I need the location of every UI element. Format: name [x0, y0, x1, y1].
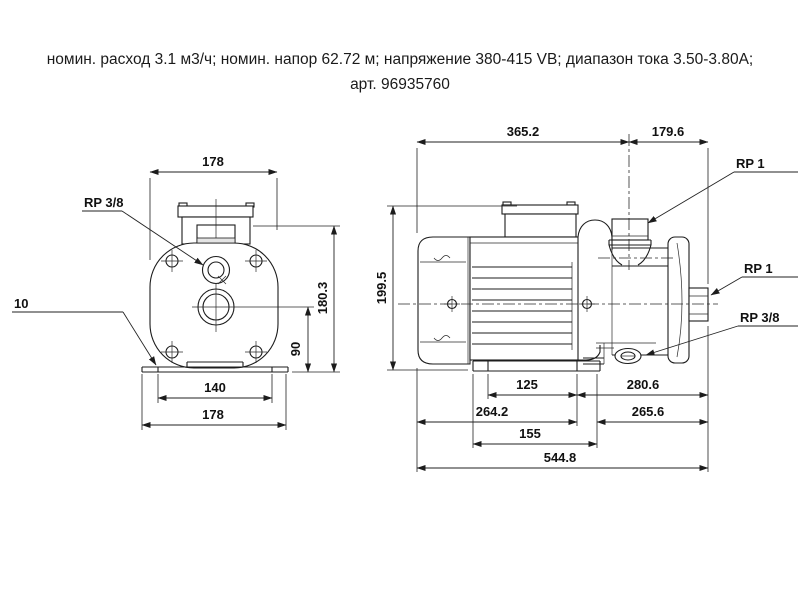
spec-header-line1: номин. расход 3.1 м3/ч; номин. напор 62.72 м; напряжение 380-415 VB; диапазон тока 3.50-3.80А;: [46, 51, 754, 68]
dim-side-front-span: 264.2: [475, 404, 509, 419]
label-front-rp38: RP 3/8: [84, 195, 124, 210]
dim-side-bolt-slot-span: 125: [516, 377, 538, 392]
front-view: [12, 154, 340, 430]
front-dim-port-height: [288, 307, 308, 372]
dim-side-total-length: 544.8: [543, 450, 577, 465]
dim-front-port-height: 90: [288, 341, 303, 357]
side-label-end-port: [711, 261, 798, 295]
dim-front-bolt-spacing: 140: [204, 380, 226, 395]
front-label-foot-thickness: [12, 296, 156, 365]
side-view: [374, 124, 798, 472]
label-front-foot-thickness: 10: [14, 296, 29, 311]
side-chamber-sleeve: [596, 248, 668, 355]
label-side-top-port: RP 1: [736, 156, 765, 171]
dim-front-overall-height: 180.3: [315, 281, 330, 315]
side-motor-body: [470, 237, 578, 360]
dim-side-head-length: 179.6: [651, 124, 685, 139]
side-head-casting: [578, 220, 612, 364]
spec-header: [47, 51, 753, 93]
side-end-plate: [668, 237, 689, 363]
dim-side-overall-height: 199.5: [374, 271, 389, 305]
dim-side-foot-length: 155: [519, 426, 541, 441]
dim-front-width-top: 178: [202, 154, 224, 169]
dim-side-rear-overhang: 265.6: [631, 404, 665, 419]
side-terminal-box: [502, 202, 578, 237]
side-drain-plug: [615, 349, 641, 364]
label-side-end-port: RP 1: [744, 261, 773, 276]
side-label-top-port: [648, 156, 798, 223]
dim-front-width-bottom: 178: [202, 407, 224, 422]
dim-side-rear-span: 280.6: [626, 377, 660, 392]
side-fan-cover: [418, 237, 470, 364]
side-end-port: [689, 288, 708, 321]
dim-side-motor-length: 365.2: [506, 124, 540, 139]
label-side-drain: RP 3/8: [740, 310, 780, 325]
spec-header-line2: арт. 96935760: [350, 76, 450, 93]
front-dim-bolt-spacing: [158, 374, 272, 403]
side-base-feet: [473, 361, 600, 371]
